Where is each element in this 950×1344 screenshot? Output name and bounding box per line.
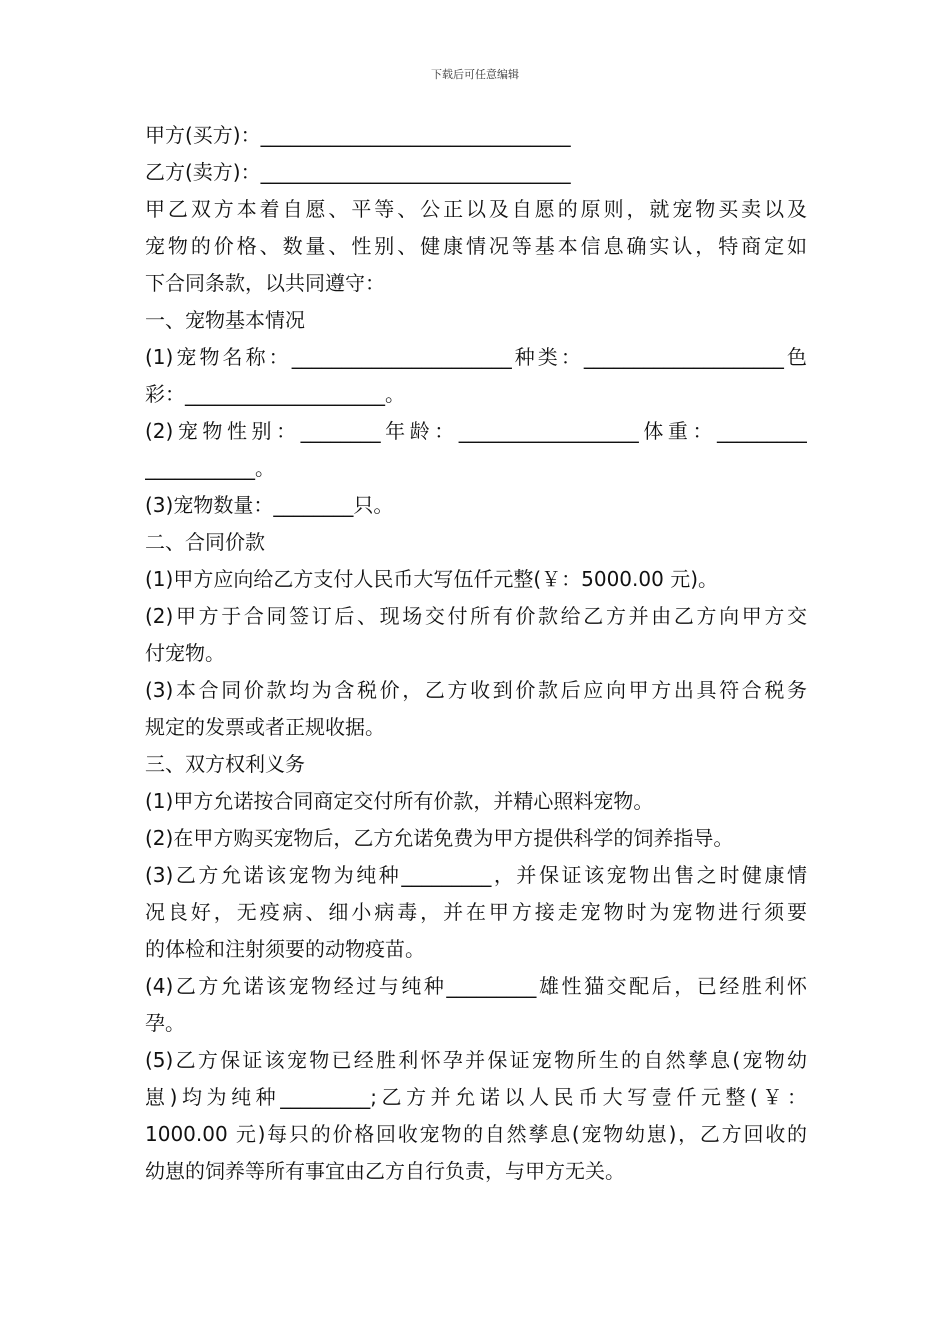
buyer-line: 甲方(买方)：_______________________________	[145, 123, 571, 147]
paragraph-line: 彩：____________________。	[145, 382, 405, 406]
section-heading: 三、双方权利义务	[145, 752, 305, 776]
paragraph-line: 付宠物。	[145, 641, 225, 665]
page-header-note: 下载后可任意编辑	[431, 68, 519, 81]
paragraph-line: 崽)均为纯种_________;乙方并允诺以人民币大写壹仟元整(￥：	[145, 1085, 807, 1109]
paragraph-line: (2)甲方于合同签订后、现场交付所有价款给乙方并由乙方向甲方交	[145, 604, 807, 628]
paragraph-line: 的体检和注射须要的动物疫苗。	[145, 937, 425, 961]
seller-line: 乙方(卖方)：_______________________________	[145, 160, 571, 184]
paragraph-line: (1)甲方应向给乙方支付人民币大写伍仟元整(￥：5000.00 元)。	[145, 567, 718, 591]
paragraph-line: 甲乙双方本着自愿、平等、公正以及自愿的原则，就宠物买卖以及	[145, 197, 807, 221]
section-heading: 二、合同价款	[145, 530, 265, 554]
paragraph-line: 况良好，无疫病、细小病毒，并在甲方接走宠物时为宠物进行须要	[145, 900, 807, 924]
paragraph-line: (4)乙方允诺该宠物经过与纯种_________雄性猫交配后，已经胜利怀	[145, 974, 807, 998]
contract-body	[145, 117, 807, 1190]
paragraph-line: 孕。	[145, 1011, 185, 1035]
paragraph-line: ___________。	[145, 456, 275, 480]
paragraph-line: (3)乙方允诺该宠物为纯种_________，并保证该宠物出售之时健康情	[145, 863, 807, 887]
paragraph-line: (2)宠物性别：________年龄：__________________体重：_________	[145, 419, 807, 443]
paragraph-line: 下合同条款，以共同遵守：	[145, 271, 385, 295]
paragraph-line: 1000.00 元)每只的价格回收宠物的自然孳息(宠物幼崽)，乙方回收的	[145, 1122, 807, 1146]
paragraph-line: (3)宠物数量：________只。	[145, 493, 394, 517]
paragraph-line: (1)甲方允诺按合同商定交付所有价款，并精心照料宠物。	[145, 789, 654, 813]
paragraph-line: (3)本合同价款均为含税价，乙方收到价款后应向甲方出具符合税务	[145, 678, 807, 702]
paragraph-line: 规定的发票或者正规收据。	[145, 715, 385, 739]
paragraph-line: 宠物的价格、数量、性别、健康情况等基本信息确实认，特商定如	[145, 234, 807, 258]
paragraph-line: 幼崽的饲养等所有事宜由乙方自行负责，与甲方无关。	[145, 1159, 625, 1183]
section-heading: 一、宠物基本情况	[145, 308, 305, 332]
paragraph-line: (1)宠物名称：______________________种类：____________________色	[145, 345, 807, 369]
paragraph-line: (2)在甲方购买宠物后，乙方允诺免费为甲方提供科学的饲养指导。	[145, 826, 734, 850]
paragraph-line: (5)乙方保证该宠物已经胜利怀孕并保证宠物所生的自然孳息(宠物幼	[145, 1048, 807, 1072]
